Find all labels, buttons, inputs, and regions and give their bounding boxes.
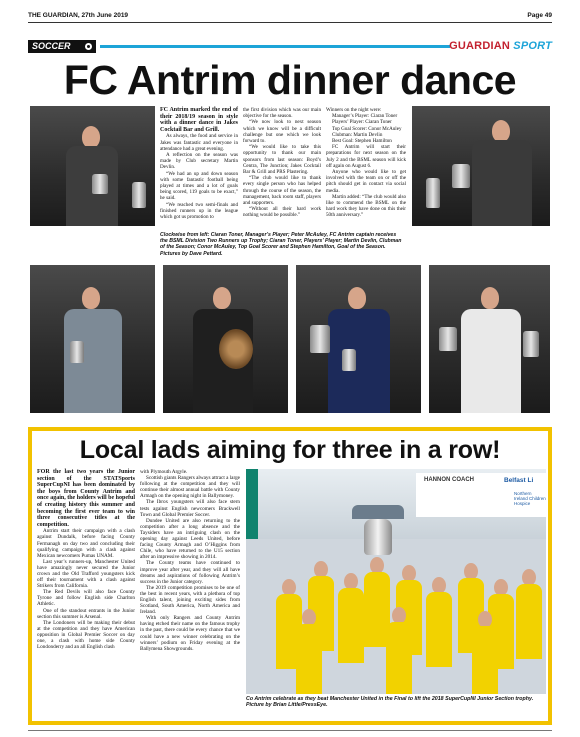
supercup-article-box: [28, 427, 552, 725]
page-number: Page 49: [527, 12, 552, 19]
article1-column-1: [160, 107, 238, 220]
article2-photo-caption: Co Antrim celebrate as they beat Manchester United in the Final to lift the 2018 SuperCupNI Junior Section trophy. Picture by Brian Little/PressEye.: [246, 696, 534, 709]
article2-headline: Local lads aiming for three in a row!: [79, 436, 501, 464]
guardian-sport-logo: [449, 40, 552, 52]
article2-paragraph: One of the standout entrants in the Junior section this summer is Arsenal.: [37, 607, 135, 620]
article1-paragraph: A reflection on the season was made by Club secretary Martin Devlin.: [160, 151, 238, 171]
article2-lead: FOR the last two years the Junior section of the STATSports SuperCupNI has been dominated by the boys from County Antrim and once again, the holders will be hopeful of creating history this summer and becoming the first ever team to win three consecutive titles at the competition.: [37, 469, 135, 528]
article2-paragraph: with Plymouth Argyle.: [140, 469, 188, 475]
article1-paragraph: “We now look to next season which we know will be a difficult challenge but one which we look forward to.: [243, 119, 321, 145]
article2-paragraph: Scottish giants Rangers always attract a large following at the competition and they will continue their almost annual battle with County Armagh on the opening night in Ballymoney.: [140, 475, 240, 500]
brand-guardian: GUARDIAN: [449, 40, 511, 52]
publication-date: THE GUARDIAN, 27th June 2019: [28, 12, 129, 19]
award-winner: Players’ Player: Ciaran Toner: [332, 119, 392, 126]
article1-paragraph: the first division which was our main objective for the season.: [243, 107, 321, 120]
article1-paragraph: “We had an up and down season with some fantastic football being played at times and a lot of goals being scored, 119 goals to be exact,” he said.: [160, 170, 238, 202]
article2-paragraph: Antrim start their campaign with a clash against Dundalk, before facing County Fermanagh on day two and concluding their qualifying campaign with a clash against Mexican newcomers Pumas UNAM.: [37, 528, 135, 559]
article1-paragraph: “We would like to take this opportunity to thank our main sponsors from last season: Boyd’s Centra, The Junction; Jakes Cocktail Bar & Grill and PRS Plastering.: [243, 144, 321, 176]
sponsor-ni-childrens-hospice: Northern Ireland Children Hospice: [514, 491, 546, 506]
article1-column-3: [326, 107, 406, 219]
photo-stephen-hamilton-goal-of-season: [429, 265, 550, 413]
award-winner: Top Goal Scorer: Conor McAuley: [332, 125, 402, 132]
section-tag: [28, 40, 96, 53]
article2-paragraph: Dundee United are also returning to the competition after a long absence and the Taysiders have an intriguing clash on the opening day against Leeds United, before facing County Armagh and O’Higgins from Chile, who have returned to the U15 section after an impressive showing in 2014.: [140, 517, 240, 561]
article1-paragraph: “Without all their hard work nothing would be possible.”: [243, 206, 321, 219]
article1-paragraph: FC Antrim will start their preparations for next season on the July 2 and the BSML season will kick off again on August 6.: [326, 144, 406, 169]
article2-paragraph: The Red Devils will also face County Tyrone and follow English side Charlton Athletic.: [37, 589, 135, 608]
top-rule: [28, 22, 552, 23]
article2-paragraph: The 2019 competition promises to be one of the best in recent years, with a plethora of top English talent, joining exciting sides from Scotland, South America, North America and Ireland.: [140, 584, 240, 616]
article1-paragraph: “The club would like to thank every single person who has helped through the course of the season, the management, back room staff, players and supporters.: [243, 175, 321, 207]
article2-paragraph: With only Rangers and County Antrim having etched their name on the famous trophy in the past, there could be every chance that we could have a new winner celebrating on the winners’ podium on Friday evening at the Ballymena Showgrounds.: [140, 615, 240, 652]
photo-ciaran-toner-players-player: [30, 265, 155, 413]
award-winner: Manager’s Player: Ciaran Toner: [332, 113, 398, 120]
photo-conor-mcauley-top-scorer: [296, 265, 421, 413]
section-tag-label: SOCCER: [32, 41, 71, 51]
bottom-rule: [28, 730, 552, 731]
article1-lead: FC Antrim marked the end of their 2018/19 season in style with a dinner dance in Jakes Cocktail Bar and Grill.: [160, 107, 238, 133]
article1-paragraph: As always, the food and service in Jakes was fantastic and everyone in attendance had a great evening.: [160, 133, 238, 152]
photo-martin-devlin-clubman: [163, 265, 288, 413]
photo-co-antrim-celebration: [246, 469, 546, 694]
sponsor-hannon-coach: HANNON COACH: [424, 477, 474, 483]
award-winner: Best Goal: Stephen Hamilton: [332, 138, 392, 145]
article2-column-2: [140, 469, 240, 652]
article2-paragraph: The County teams have continued to improve year after year, and they will all have dreams and aspirations of following Antrim’s success in the Junior category.: [140, 560, 240, 585]
article2-paragraph: The Londoners will be making their debut at the competition and they have American opposition in Global Premier Soccer on day one, a clash with home side County Londonderry and an all English clash: [37, 619, 135, 651]
sponsor-belfast: Belfast Li: [504, 477, 534, 484]
photo-ciaran-toner-managers-player: [30, 106, 155, 226]
brand-divider: [100, 45, 450, 48]
article1-paragraph: Anyone who would like to get involved with the team on or off the pitch should get in contact via social media.: [326, 169, 406, 194]
brand-sport: SPORT: [513, 40, 552, 52]
article1-photo-caption: Clockwise from left: Ciaran Toner, Manager’s Player; Peter McAuley, FC Antrim captain receives the BSML Division Two Runners up Trophy; Ciaran Toner, Players’ Player; Martin Devlin, Clubman of the Season; Conor McAuley, Top Goal Scorer and Stephen Hamilton, Goal of the Season. Pictures by Dave Pettard.: [160, 232, 402, 257]
award-winner: Clubman: Martin Devlin: [332, 131, 383, 138]
article2-column-1: [37, 469, 135, 650]
photo-peter-mcauley-captain: [412, 106, 550, 226]
article2-paragraph: The Ibrox youngsters will also face stern tests against English newcomers Brackwell Town and Global Premier Soccer.: [140, 499, 240, 518]
article1-paragraph: “We reached two semi-finals and finished runners up in the league which got us promotion to: [160, 201, 238, 221]
article1-column-2: [243, 107, 321, 219]
article1-paragraph: Martin added: “The club would also like to commend the BSML on the hard work they have done on this their 50th anniversary.”: [326, 193, 406, 219]
page-masthead: [28, 10, 552, 22]
page-headline: FC Antrim dinner dance: [63, 57, 517, 103]
supercup-trophy: [364, 519, 392, 555]
article1-paragraph: Winners on the night were:: [326, 107, 382, 113]
article2-paragraph: Last year’s runners-up, Manchester United have amazingly never secured the Junior crown and the Old Trafford youngsters kick off their tournament with a clash against Strikers from California.: [37, 558, 135, 590]
soccer-ball-icon: [84, 42, 93, 51]
